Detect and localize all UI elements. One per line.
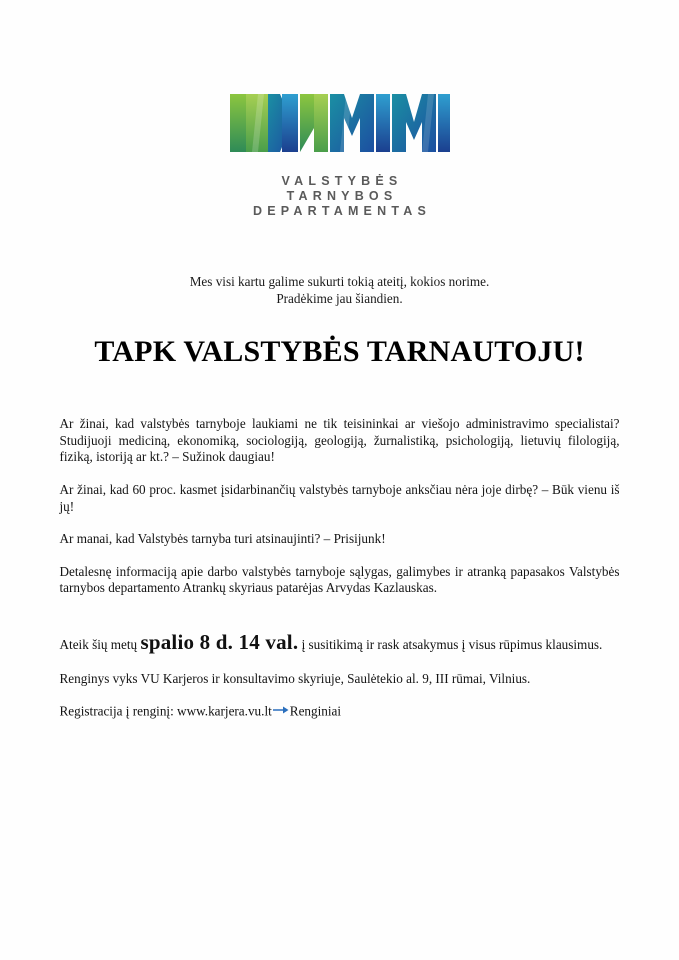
vtd-logo-mark-icon [228, 88, 452, 160]
logo-wordmark [248, 174, 431, 219]
registration-line [60, 703, 620, 722]
paragraph-3: Ar manai, kad Valstybės tarnyba turi atsinaujinti? – Prisijunk! [59, 531, 386, 547]
page-title: TAPK VALSTYBĖS TARNAUTOJU! [94, 335, 585, 368]
paragraph-1: Ar žinai, kad valstybės tarnyboje laukiami ne tik teisininkai ar viešojo administravimo specialistai? Studijuoji mediciną, ekonomiką, sociologiją, geologiją, žurnalistiką, psichologiją, lietuvių filologiją, fiziką, istoriją ar kt.? – Sužinok daugiau! [59, 416, 620, 465]
venue-text: Renginys vyks VU Karjeros ir konsultavimo skyriuje, Saulėtekio al. 9, III rūmai, Vilnius. [59, 671, 531, 687]
logo-word-line-3: DEPARTAMENTAS [252, 204, 431, 218]
paragraph-4: Detalesnę informaciją apie darbo valstybės tarnyboje sąlygas, galimybes ir atranką papasakos Valstybės tarnybos departamento Atrankų skyriaus patarėjas Arvydas Kazlauskas. [59, 563, 620, 596]
arrow-right-icon [273, 703, 289, 720]
intro-line-1: Mes visi kartu galime sukurti tokią ateitį, kokios norime. [189, 274, 490, 289]
paragraph-2: Ar žinai, kad 60 proc. kasmet įsidarbinančių valstybės tarnyboje anksčiau nėra joje dirbę? – Būk vienu iš jų! [59, 481, 620, 514]
cta-after-text: į susitikimą ir rask atsakymus į visus rūpimus klausimus. [298, 637, 603, 653]
logo-word-line-2: TARNYBOS [286, 189, 398, 203]
body-content [60, 369, 620, 721]
registration-text: Registracija į renginį: www.karjera.vu.lt [59, 703, 272, 719]
logo-word-line-1: VALSTYBĖS [281, 174, 403, 188]
spacer [60, 597, 620, 619]
event-callout [60, 632, 620, 655]
cta-before-text: Ateik šių metų [59, 637, 141, 653]
intro-line-2: Pradėkime jau šiandien. [276, 291, 403, 306]
registration-section: Renginiai [289, 703, 342, 719]
event-datetime: spalio 8 d. 14 val. [140, 630, 299, 655]
logo-block [0, 0, 679, 219]
intro-text [0, 273, 679, 307]
